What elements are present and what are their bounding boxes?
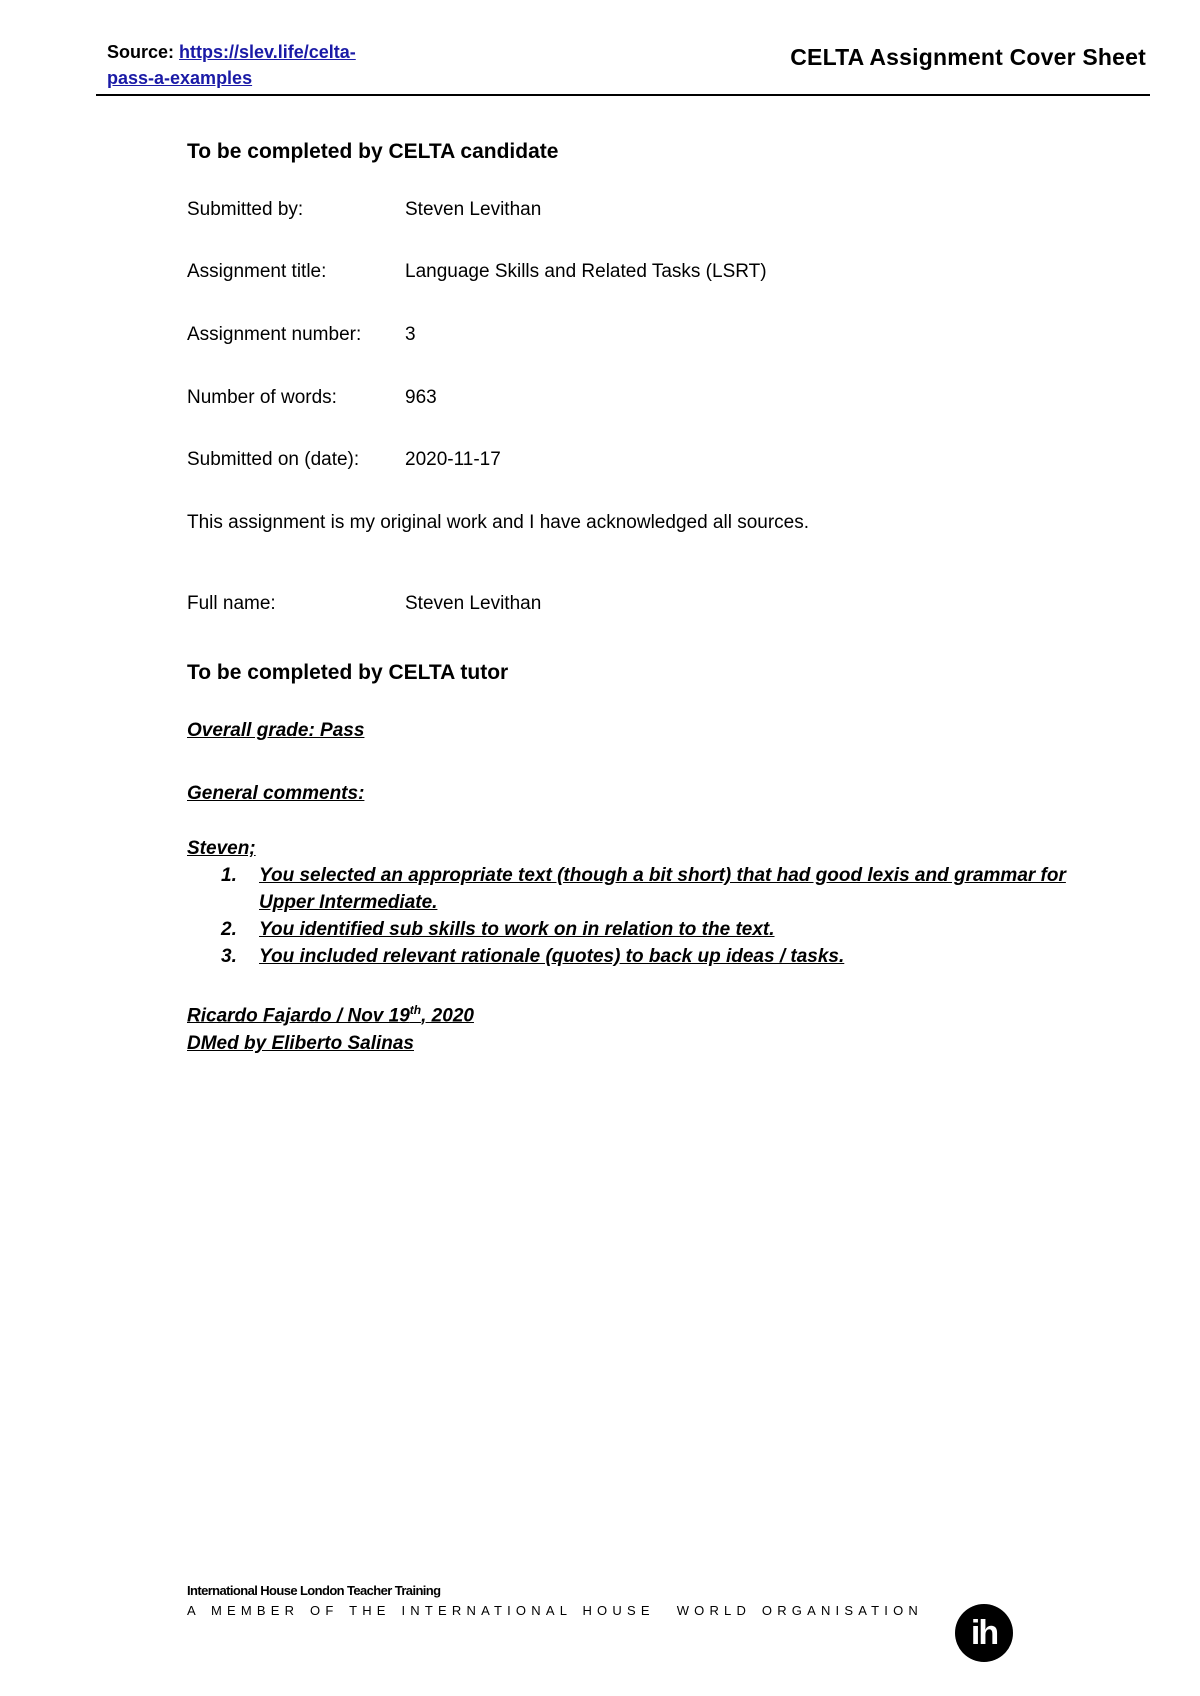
signature-year: , 2020 [421, 1005, 474, 1027]
list-item [221, 862, 1087, 916]
tutor-comments-list [187, 862, 1087, 970]
source-line [107, 39, 397, 91]
field-value: Steven Levithan [405, 199, 542, 220]
tutor-section-heading: To be completed by CELTA tutor [187, 661, 509, 684]
list-item-text: You included relevant rationale (quotes) to back up ideas / tasks. [259, 946, 845, 967]
field-value: 3 [405, 324, 416, 345]
field-label: Submitted on (date): [187, 449, 360, 470]
ih-logo [955, 1604, 1013, 1662]
list-item-text: You identified sub skills to work on in relation to the text. [259, 919, 775, 940]
field-label: Assignment title: [187, 261, 327, 282]
list-item [221, 943, 1087, 970]
list-item-number: 2. [221, 919, 237, 940]
field-value: Steven Levithan [405, 593, 542, 614]
field-number-of-words [187, 387, 1087, 409]
overall-grade: Overall grade: Pass [187, 720, 365, 741]
field-label: Number of words: [187, 387, 337, 408]
field-value: 2020-11-17 [405, 449, 501, 470]
footer-membership [187, 1603, 923, 1618]
field-label: Assignment number: [187, 324, 362, 345]
field-label: Submitted by: [187, 199, 304, 220]
field-submitted-on [187, 449, 1087, 471]
list-item-number: 3. [221, 946, 237, 967]
source-label: Source: [107, 42, 180, 62]
signature-name: Ricardo Fajardo / Nov 19 [187, 1005, 410, 1027]
declaration-text: This assignment is my original work and I have acknowledged all sources. [187, 512, 810, 533]
candidate-section-heading: To be completed by CELTA candidate [187, 140, 559, 163]
general-comments-label: General comments: [187, 783, 365, 804]
field-label: Full name: [187, 593, 276, 614]
source-link[interactable]: https://slev.life/celta-pass-a-examples [107, 42, 356, 88]
field-value: Language Skills and Related Tasks (LSRT) [405, 261, 767, 282]
tutor-signature [187, 996, 1087, 1030]
field-value: 963 [405, 387, 437, 408]
list-item-number: 1. [221, 865, 237, 886]
cover-sheet-body [187, 140, 1087, 1058]
ih-logo-mark [955, 1604, 1013, 1662]
field-full-name [187, 593, 1087, 615]
footer-organisation: International House London Teacher Training [187, 1583, 441, 1598]
list-item-text: You selected an appropriate text (though a bit short) that had good lexis and grammar for Upper Intermediate. [259, 865, 1066, 913]
header-divider [96, 94, 1150, 96]
comments-salutation: Steven; [187, 838, 256, 859]
ih-logo-text: ih [970, 1614, 998, 1652]
membership-org: WORLD ORGANISATION [676, 1603, 923, 1618]
signature-ordinal: th [409, 1003, 422, 1017]
field-assignment-number [187, 324, 1087, 346]
membership-text: A MEMBER OF THE INTERNATIONAL HOUSE [187, 1603, 655, 1618]
field-submitted-by [187, 199, 1087, 221]
cover-sheet-title: CELTA Assignment Cover Sheet [790, 44, 1146, 70]
list-item [221, 916, 1087, 943]
field-assignment-title [187, 261, 1087, 283]
dmed-line: DMed by Eliberto Salinas [187, 1033, 414, 1055]
